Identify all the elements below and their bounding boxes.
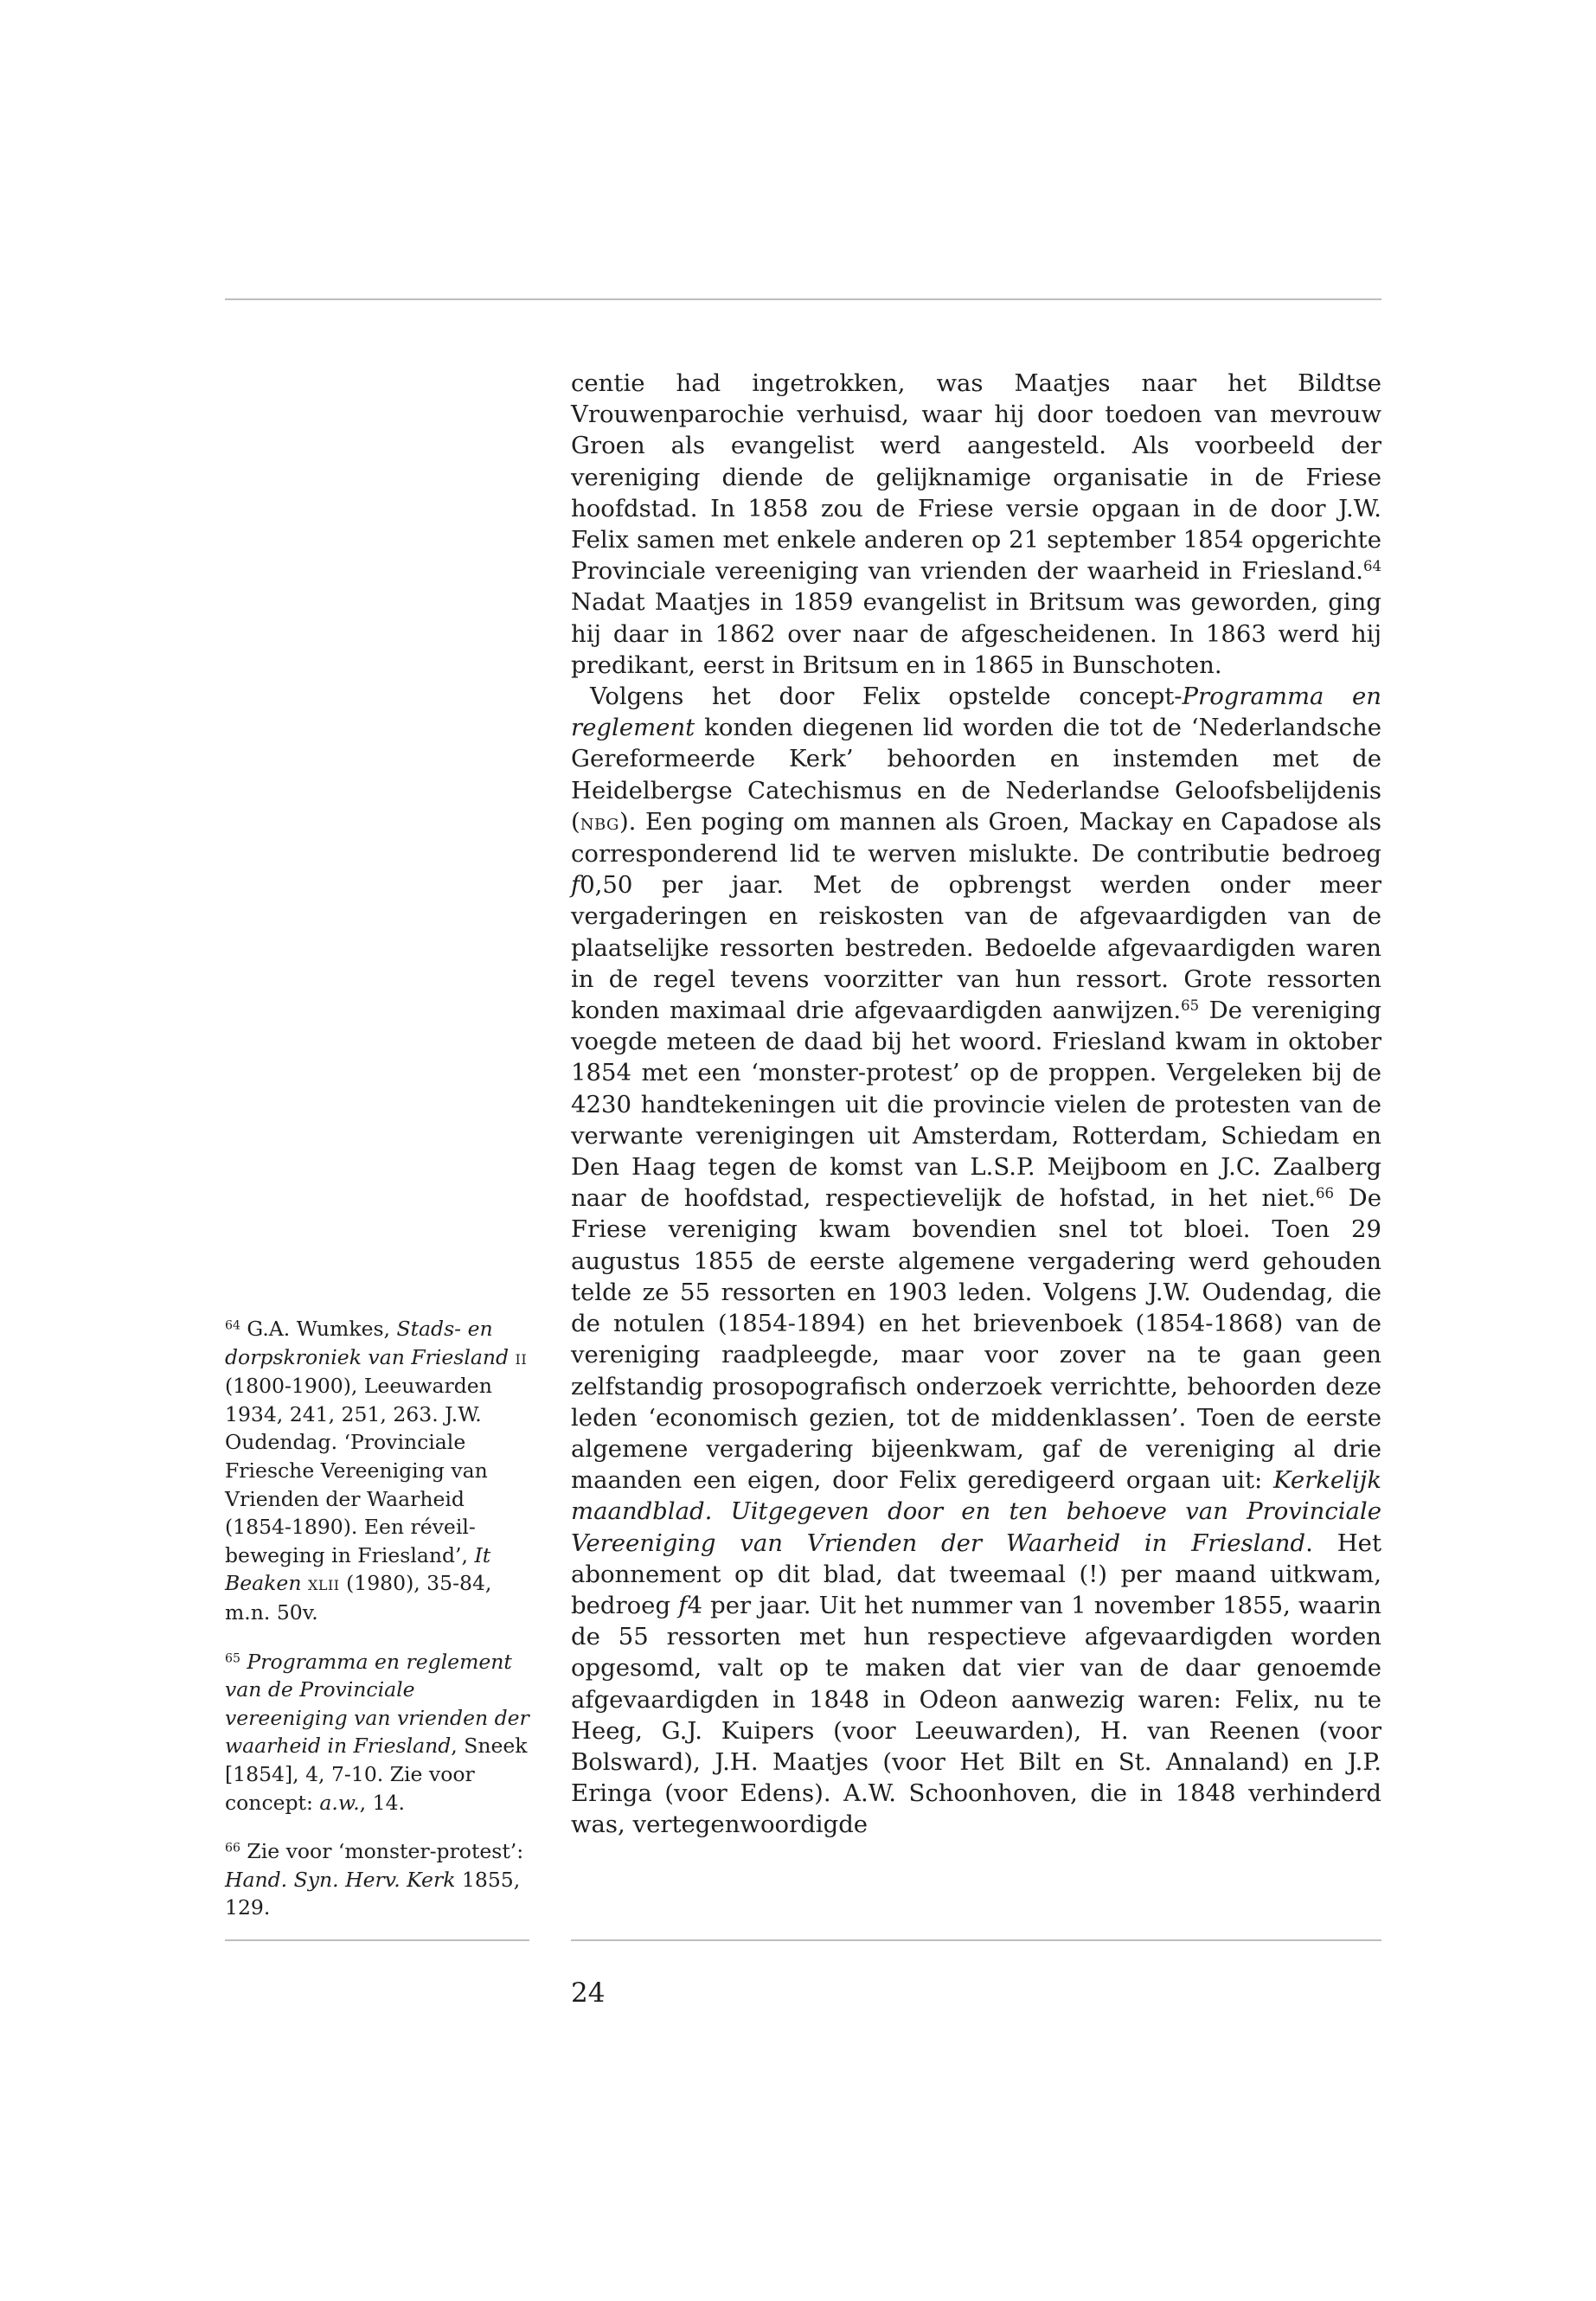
- footnote-marker: 65: [225, 1650, 240, 1665]
- footnote-marker: 64: [1363, 558, 1381, 575]
- footnote: $^{64}$ G.A. Wumkes, Stads- en dorpskroniek van Friesland ii (1800-1900), Leeuwarden 1934, 241, 251, 263. J.W. Oudendag. ‘Provinciale Friesche Vereeniging van Vrienden der Waarheid (1854-1890). Een réveil-beweging in Friesland’, It Beaken xlii (1980), 35-84, m.n. 50v.: [225, 1317, 528, 1625]
- footnote-marker: 66: [1316, 1185, 1335, 1202]
- italic-span: f: [571, 871, 580, 900]
- footer-rule: [571, 1939, 1381, 1941]
- small-caps-span: nbg: [580, 809, 619, 836]
- header-rule: [225, 298, 1381, 300]
- small-caps-span: ii: [515, 1346, 528, 1369]
- italic-span: Programma en reglement van de Provinciale vereeniging van vrienden der waarheid in Friesland: [225, 1649, 529, 1759]
- italic-span: Stads- en dorpskroniek van Friesland: [225, 1317, 510, 1369]
- footnote: $^{66}$ Zie voor ‘monster-protest’: Hand. Syn. Herv. Kerk 1855, 129.: [225, 1839, 524, 1920]
- footnote: $^{65}$ Programma en reglement van de Provinciale vereeniging van vrienden der waarheid in Friesland, Sneek [1854], 4, 7-10. Zie voor concept: a.w., 14.: [225, 1649, 529, 1815]
- italic-span: a.w.: [319, 1790, 360, 1815]
- footnote-marker: 66: [225, 1841, 240, 1856]
- body-text: [571, 368, 1381, 1841]
- italic-span: Programma en reglement: [571, 683, 1381, 742]
- small-caps-span: xlii: [307, 1573, 340, 1596]
- footnote-rule: [225, 1939, 529, 1941]
- body-paragraph: Volgens het door Felix opstelde concept-Programma en reglement konden diegenen lid worden die tot de ‘Nederlandsche Gereformeerde Kerk’ behoorden en instemden met de Heidelbergse Catechismus en de Nederlandse Geloofsbelijdenis (nbg). Een poging om mannen als Groen, Mackay en Capadose als corresponderend lid te werven mislukte. De contributie bedroeg f0,50 per jaar. Met de opbrengst werden onder meer vergaderingen en reiskosten van de afgevaardigden van de plaatselijke ressorten bestreden. Bedoelde afgevaardigden waren in de regel tevens voorzitter van hun ressort. Grote ressorten konden maximaal drie afgevaardigden aanwijzen.$^{65}$ De vereniging voegde meteen de daad bij het woord. Friesland kwam in oktober 1854 met een ‘monster-protest’ op de proppen. Vergeleken bij de 4230 handtekeningen uit die provincie vielen de protesten van de verwante verenigingen uit Amsterdam, Rotterdam, Schiedam en Den Haag tegen de komst van L.S.P. Meijboom en J.C. Zaalberg naar de hoofdstad, respectievelijk de hofstad, in het niet.$^{66}$ De Friese vereniging kwam bovendien snel tot bloei. Toen 29 augustus 1855 de eerste algemene vergadering werd gehouden telde ze 55 ressorten en 1903 leden. Volgens J.W. Oudendag, die de notulen (1854-1894) en het brievenboek (1854-1868) van de vereniging raadpleegde, maar voor zover na te gaan geen zelfstandig prosopografisch onderzoek verrichtte, behoorden deze leden ‘economisch gezien, tot de middenklassen’. Toen de eerste algemene vergadering bijeenkwam, gaf de vereniging al drie maanden een eigen, door Felix geredigeerd orgaan uit: Kerkelijk maandblad. Uitgegeven door en ten behoeve van Provinciale Vereeniging van Vrienden der Waarheid in Friesland. Het abonnement op dit blad, dat tweemaal (!) per maand uitkwam, bedroeg f4 per jaar. Uit het nummer van 1 november 1855, waarin de 55 ressorten met hun respectieve afgevaardigden worden opgesomd, valt op te maken dat vier van de daar genoemde afgevaardigden in 1848 in Odeon aanwezig waren: Felix, nu te Heeg, G.J. Kuipers (voor Leeuwarden), H. van Reenen (voor Bolsward), J.H. Maatjes (voor Het Bilt en St. Annaland) en J.P. Eringa (voor Edens). A.W. Schoonhoven, die in 1848 verhinderd was, vertegenwoordigde: [571, 683, 1381, 1839]
- footnote-marker: 64: [225, 1318, 240, 1333]
- italic-span: Kerkelijk maandblad. Uitgegeven door en ten behoeve van Provinciale Vereeniging van Vrienden der Waarheid in Friesland: [571, 1466, 1381, 1557]
- italic-span: f: [678, 1591, 688, 1619]
- body-paragraph: centie had ingetrokken, was Maatjes naar het Bildtse Vrouwenparochie verhuisd, waar hij door toedoen van mevrouw Groen als evangelist werd aangesteld. Als voorbeeld der vereniging diende de gelijknamige organisatie in de Friese hoofdstad. In 1858 zou de Friese versie opgaan in de door J.W. Felix samen met enkele anderen op 21 september 1854 opgerichte Provinciale vereeniging van vrienden der waarheid in Friesland.$^{64}$ Nadat Maatjes in 1859 evangelist in Britsum was geworden, ging hij daar in 1862 over naar de afgescheidenen. In 1863 werd hij predikant, eerst in Britsum en in 1865 in Bunschoten.: [571, 369, 1381, 679]
- italic-span: It Beaken: [225, 1542, 491, 1596]
- footnote-marker: 65: [1181, 997, 1200, 1014]
- page-number: 24: [571, 1977, 606, 2009]
- italic-span: Hand. Syn. Herv. Kerk: [225, 1867, 456, 1892]
- footnotes-column: [225, 1315, 529, 1943]
